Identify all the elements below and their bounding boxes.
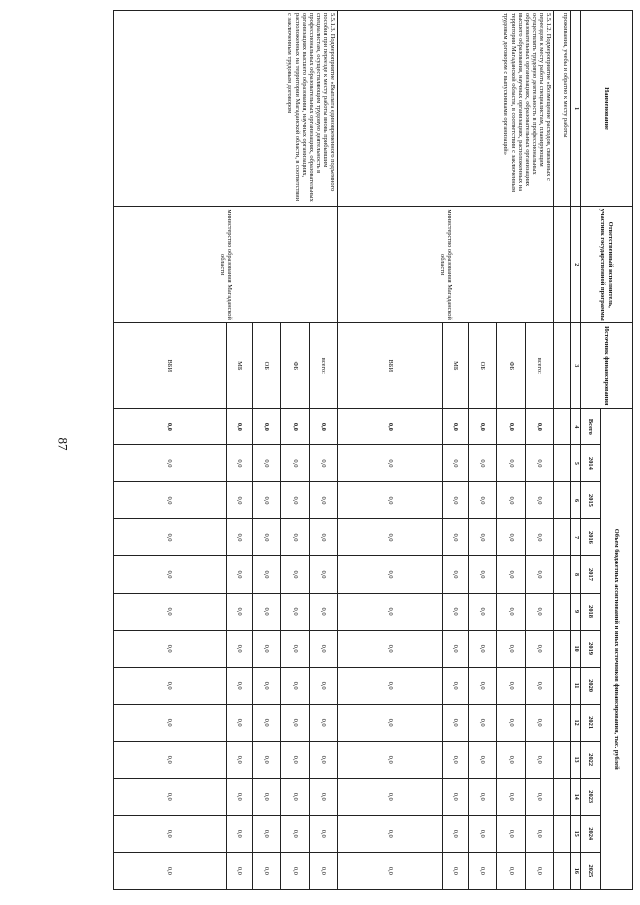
empty-cell — [554, 556, 571, 593]
value-cell: 0,0 — [309, 630, 337, 667]
financing-source: ОБ — [252, 323, 280, 409]
value-cell: 0,0 — [442, 815, 468, 852]
value-cell: 0,0 — [338, 519, 442, 556]
value-cell: 0,0 — [226, 556, 252, 593]
header-volume: Объем бюджетных ассигнований и иных источников финансирования, тыс. рублей — [601, 409, 633, 890]
value-cell: 0,0 — [525, 519, 553, 556]
value-cell: 0,0 — [338, 741, 442, 778]
value-cell: 0,0 — [442, 704, 468, 741]
column-number: 3 — [571, 323, 581, 409]
column-number: 16 — [571, 852, 581, 889]
value-cell: 0,0 — [468, 630, 496, 667]
column-number: 6 — [571, 482, 581, 519]
header-responsible: Ответственный исполнитель, участник государственной программы — [581, 207, 633, 323]
value-cell: 0,0 — [468, 741, 496, 778]
value-cell: 0,0 — [226, 667, 252, 704]
value-cell: 0,0 — [497, 630, 525, 667]
value-cell: 0,0 — [309, 815, 337, 852]
value-cell: 0,0 — [252, 445, 280, 482]
value-cell: 0,0 — [281, 778, 309, 815]
total-cell: 0,0 — [338, 409, 442, 445]
header-year: 2022 — [581, 741, 601, 778]
financing-source: МБ — [226, 323, 252, 409]
value-cell: 0,0 — [468, 445, 496, 482]
empty-cell — [554, 409, 571, 445]
header-year: 2021 — [581, 704, 601, 741]
value-cell: 0,0 — [525, 704, 553, 741]
header-year: 2024 — [581, 815, 601, 852]
value-cell: 0,0 — [281, 815, 309, 852]
column-number: 7 — [571, 519, 581, 556]
column-number: 10 — [571, 630, 581, 667]
financing-source: ФБ — [281, 323, 309, 409]
column-number: 14 — [571, 778, 581, 815]
continuation-text: проживания, учебы и обратно к месту работы — [554, 11, 571, 207]
value-cell: 0,0 — [525, 778, 553, 815]
value-cell: 0,0 — [497, 852, 525, 889]
value-cell: 0,0 — [497, 704, 525, 741]
activity-name: 5.5.1.3. Подмероприятие «Выплата единовременного подъемного пособия при переезде к месту работы вновь прибывшим специалистам, осуществляющим трудовую деятельность в профессиональных образовательных организациях, образовательных организациях высшего образования, научных организациях, расположенных на территории Магаданской области, в соответствии с заключенным трудовым договором — [114, 11, 338, 207]
header-source: Источник финансирования — [581, 323, 633, 409]
value-cell: 0,0 — [497, 445, 525, 482]
value-cell: 0,0 — [252, 741, 280, 778]
value-cell: 0,0 — [281, 667, 309, 704]
value-cell: 0,0 — [281, 445, 309, 482]
value-cell: 0,0 — [281, 482, 309, 519]
column-number: 2 — [571, 207, 581, 323]
value-cell: 0,0 — [114, 852, 227, 889]
value-cell: 0,0 — [442, 556, 468, 593]
value-cell: 0,0 — [525, 852, 553, 889]
value-cell: 0,0 — [114, 778, 227, 815]
empty-cell — [554, 207, 571, 323]
value-cell: 0,0 — [525, 556, 553, 593]
value-cell: 0,0 — [468, 519, 496, 556]
value-cell: 0,0 — [252, 593, 280, 630]
table-row — [309, 11, 337, 890]
value-cell: 0,0 — [497, 482, 525, 519]
empty-cell — [554, 323, 571, 409]
value-cell: 0,0 — [442, 778, 468, 815]
financing-table — [113, 10, 633, 890]
header-year: 2020 — [581, 667, 601, 704]
value-cell: 0,0 — [281, 741, 309, 778]
value-cell: 0,0 — [309, 704, 337, 741]
value-cell: 0,0 — [114, 445, 227, 482]
value-cell: 0,0 — [338, 556, 442, 593]
value-cell: 0,0 — [338, 667, 442, 704]
financing-source: ВБИ — [114, 323, 227, 409]
value-cell: 0,0 — [497, 593, 525, 630]
value-cell: 0,0 — [252, 482, 280, 519]
value-cell: 0,0 — [281, 593, 309, 630]
value-cell: 0,0 — [497, 519, 525, 556]
value-cell: 0,0 — [309, 741, 337, 778]
value-cell: 0,0 — [281, 556, 309, 593]
value-cell: 0,0 — [497, 741, 525, 778]
value-cell: 0,0 — [309, 778, 337, 815]
value-cell: 0,0 — [252, 667, 280, 704]
empty-cell — [554, 852, 571, 889]
value-cell: 0,0 — [525, 815, 553, 852]
value-cell: 0,0 — [226, 852, 252, 889]
value-cell: 0,0 — [468, 482, 496, 519]
value-cell: 0,0 — [226, 815, 252, 852]
value-cell: 0,0 — [252, 704, 280, 741]
value-cell: 0,0 — [309, 556, 337, 593]
empty-cell — [554, 704, 571, 741]
header-name: Наименование — [581, 11, 633, 207]
empty-cell — [554, 593, 571, 630]
value-cell: 0,0 — [338, 778, 442, 815]
value-cell: 0,0 — [309, 445, 337, 482]
column-number: 12 — [571, 704, 581, 741]
value-cell: 0,0 — [442, 667, 468, 704]
total-cell: 0,0 — [114, 409, 227, 445]
activity-name: 5.5.1.2. Подмероприятие «Возмещение расходов, связанных с переездом к месту работы специалистам, планирующим осуществлять трудовую деятельность в профессиональных образовательных организациях, образовательных организациях высшего образования, научных организациях, расположенных на территории Магаданской области, в соответствии с заключенным трудовым договором с выпускниками организаций» — [338, 11, 554, 207]
value-cell: 0,0 — [497, 667, 525, 704]
value-cell: 0,0 — [114, 593, 227, 630]
value-cell: 0,0 — [309, 482, 337, 519]
financing-source: МБ — [442, 323, 468, 409]
value-cell: 0,0 — [497, 778, 525, 815]
value-cell: 0,0 — [497, 556, 525, 593]
empty-cell — [554, 778, 571, 815]
column-number: 5 — [571, 445, 581, 482]
empty-cell — [554, 741, 571, 778]
value-cell: 0,0 — [252, 556, 280, 593]
total-cell: 0,0 — [442, 409, 468, 445]
value-cell: 0,0 — [226, 482, 252, 519]
value-cell: 0,0 — [468, 778, 496, 815]
header-year: 2014 — [581, 445, 601, 482]
header-year: 2023 — [581, 778, 601, 815]
value-cell: 0,0 — [442, 445, 468, 482]
value-cell: 0,0 — [226, 704, 252, 741]
value-cell: 0,0 — [252, 852, 280, 889]
value-cell: 0,0 — [252, 778, 280, 815]
value-cell: 0,0 — [338, 445, 442, 482]
empty-cell — [554, 630, 571, 667]
value-cell: 0,0 — [442, 593, 468, 630]
header-year: 2016 — [581, 519, 601, 556]
value-cell: 0,0 — [442, 519, 468, 556]
value-cell: 0,0 — [442, 630, 468, 667]
value-cell: 0,0 — [497, 815, 525, 852]
value-cell: 0,0 — [226, 445, 252, 482]
value-cell: 0,0 — [281, 852, 309, 889]
value-cell: 0,0 — [525, 593, 553, 630]
value-cell: 0,0 — [309, 667, 337, 704]
column-number: 1 — [571, 11, 581, 207]
empty-cell — [554, 445, 571, 482]
value-cell: 0,0 — [525, 741, 553, 778]
empty-cell — [554, 667, 571, 704]
financing-source: ОБ — [468, 323, 496, 409]
value-cell: 0,0 — [226, 519, 252, 556]
value-cell: 0,0 — [468, 704, 496, 741]
value-cell: 0,0 — [442, 741, 468, 778]
value-cell: 0,0 — [114, 556, 227, 593]
column-number: 11 — [571, 667, 581, 704]
value-cell: 0,0 — [114, 667, 227, 704]
responsible-executor: министерство образования Магаданской области — [338, 207, 554, 323]
value-cell: 0,0 — [525, 667, 553, 704]
value-cell: 0,0 — [114, 630, 227, 667]
financing-source: всего: — [309, 323, 337, 409]
value-cell: 0,0 — [226, 630, 252, 667]
value-cell: 0,0 — [338, 852, 442, 889]
value-cell: 0,0 — [114, 704, 227, 741]
financing-source: ФБ — [497, 323, 525, 409]
value-cell: 0,0 — [468, 852, 496, 889]
value-cell: 0,0 — [226, 778, 252, 815]
value-cell: 0,0 — [114, 815, 227, 852]
header-year: 2015 — [581, 482, 601, 519]
empty-cell — [554, 815, 571, 852]
value-cell: 0,0 — [281, 704, 309, 741]
responsible-executor: министерство образования Магаданской области — [114, 207, 338, 323]
value-cell: 0,0 — [114, 519, 227, 556]
total-cell: 0,0 — [497, 409, 525, 445]
value-cell: 0,0 — [525, 630, 553, 667]
header-year: 2018 — [581, 593, 601, 630]
value-cell: 0,0 — [338, 630, 442, 667]
value-cell: 0,0 — [114, 482, 227, 519]
header-total: Всего — [581, 409, 601, 445]
header-year: 2019 — [581, 630, 601, 667]
financing-source: всего: — [525, 323, 553, 409]
value-cell: 0,0 — [468, 593, 496, 630]
value-cell: 0,0 — [226, 741, 252, 778]
column-number: 4 — [571, 409, 581, 445]
value-cell: 0,0 — [309, 593, 337, 630]
value-cell: 0,0 — [281, 630, 309, 667]
value-cell: 0,0 — [338, 593, 442, 630]
value-cell: 0,0 — [442, 852, 468, 889]
total-cell: 0,0 — [309, 409, 337, 445]
column-number: 9 — [571, 593, 581, 630]
table-row — [525, 11, 553, 890]
value-cell: 0,0 — [226, 593, 252, 630]
value-cell: 0,0 — [468, 556, 496, 593]
value-cell: 0,0 — [338, 704, 442, 741]
value-cell: 0,0 — [252, 519, 280, 556]
value-cell: 0,0 — [338, 482, 442, 519]
header-year: 2025 — [581, 852, 601, 889]
total-cell: 0,0 — [226, 409, 252, 445]
value-cell: 0,0 — [468, 667, 496, 704]
value-cell: 0,0 — [442, 482, 468, 519]
financing-source: ВБИ — [338, 323, 442, 409]
empty-cell — [554, 482, 571, 519]
column-number: 15 — [571, 815, 581, 852]
total-cell: 0,0 — [525, 409, 553, 445]
column-number: 8 — [571, 556, 581, 593]
header-year: 2017 — [581, 556, 601, 593]
value-cell: 0,0 — [114, 741, 227, 778]
value-cell: 0,0 — [309, 519, 337, 556]
table-body — [114, 11, 554, 890]
value-cell: 0,0 — [252, 815, 280, 852]
total-cell: 0,0 — [281, 409, 309, 445]
total-cell: 0,0 — [468, 409, 496, 445]
value-cell: 0,0 — [309, 852, 337, 889]
value-cell: 0,0 — [338, 815, 442, 852]
total-cell: 0,0 — [252, 409, 280, 445]
value-cell: 0,0 — [281, 519, 309, 556]
value-cell: 0,0 — [252, 630, 280, 667]
page-number: 87 — [55, 437, 71, 451]
value-cell: 0,0 — [525, 482, 553, 519]
column-number: 13 — [571, 741, 581, 778]
value-cell: 0,0 — [525, 445, 553, 482]
empty-cell — [554, 519, 571, 556]
value-cell: 0,0 — [468, 815, 496, 852]
